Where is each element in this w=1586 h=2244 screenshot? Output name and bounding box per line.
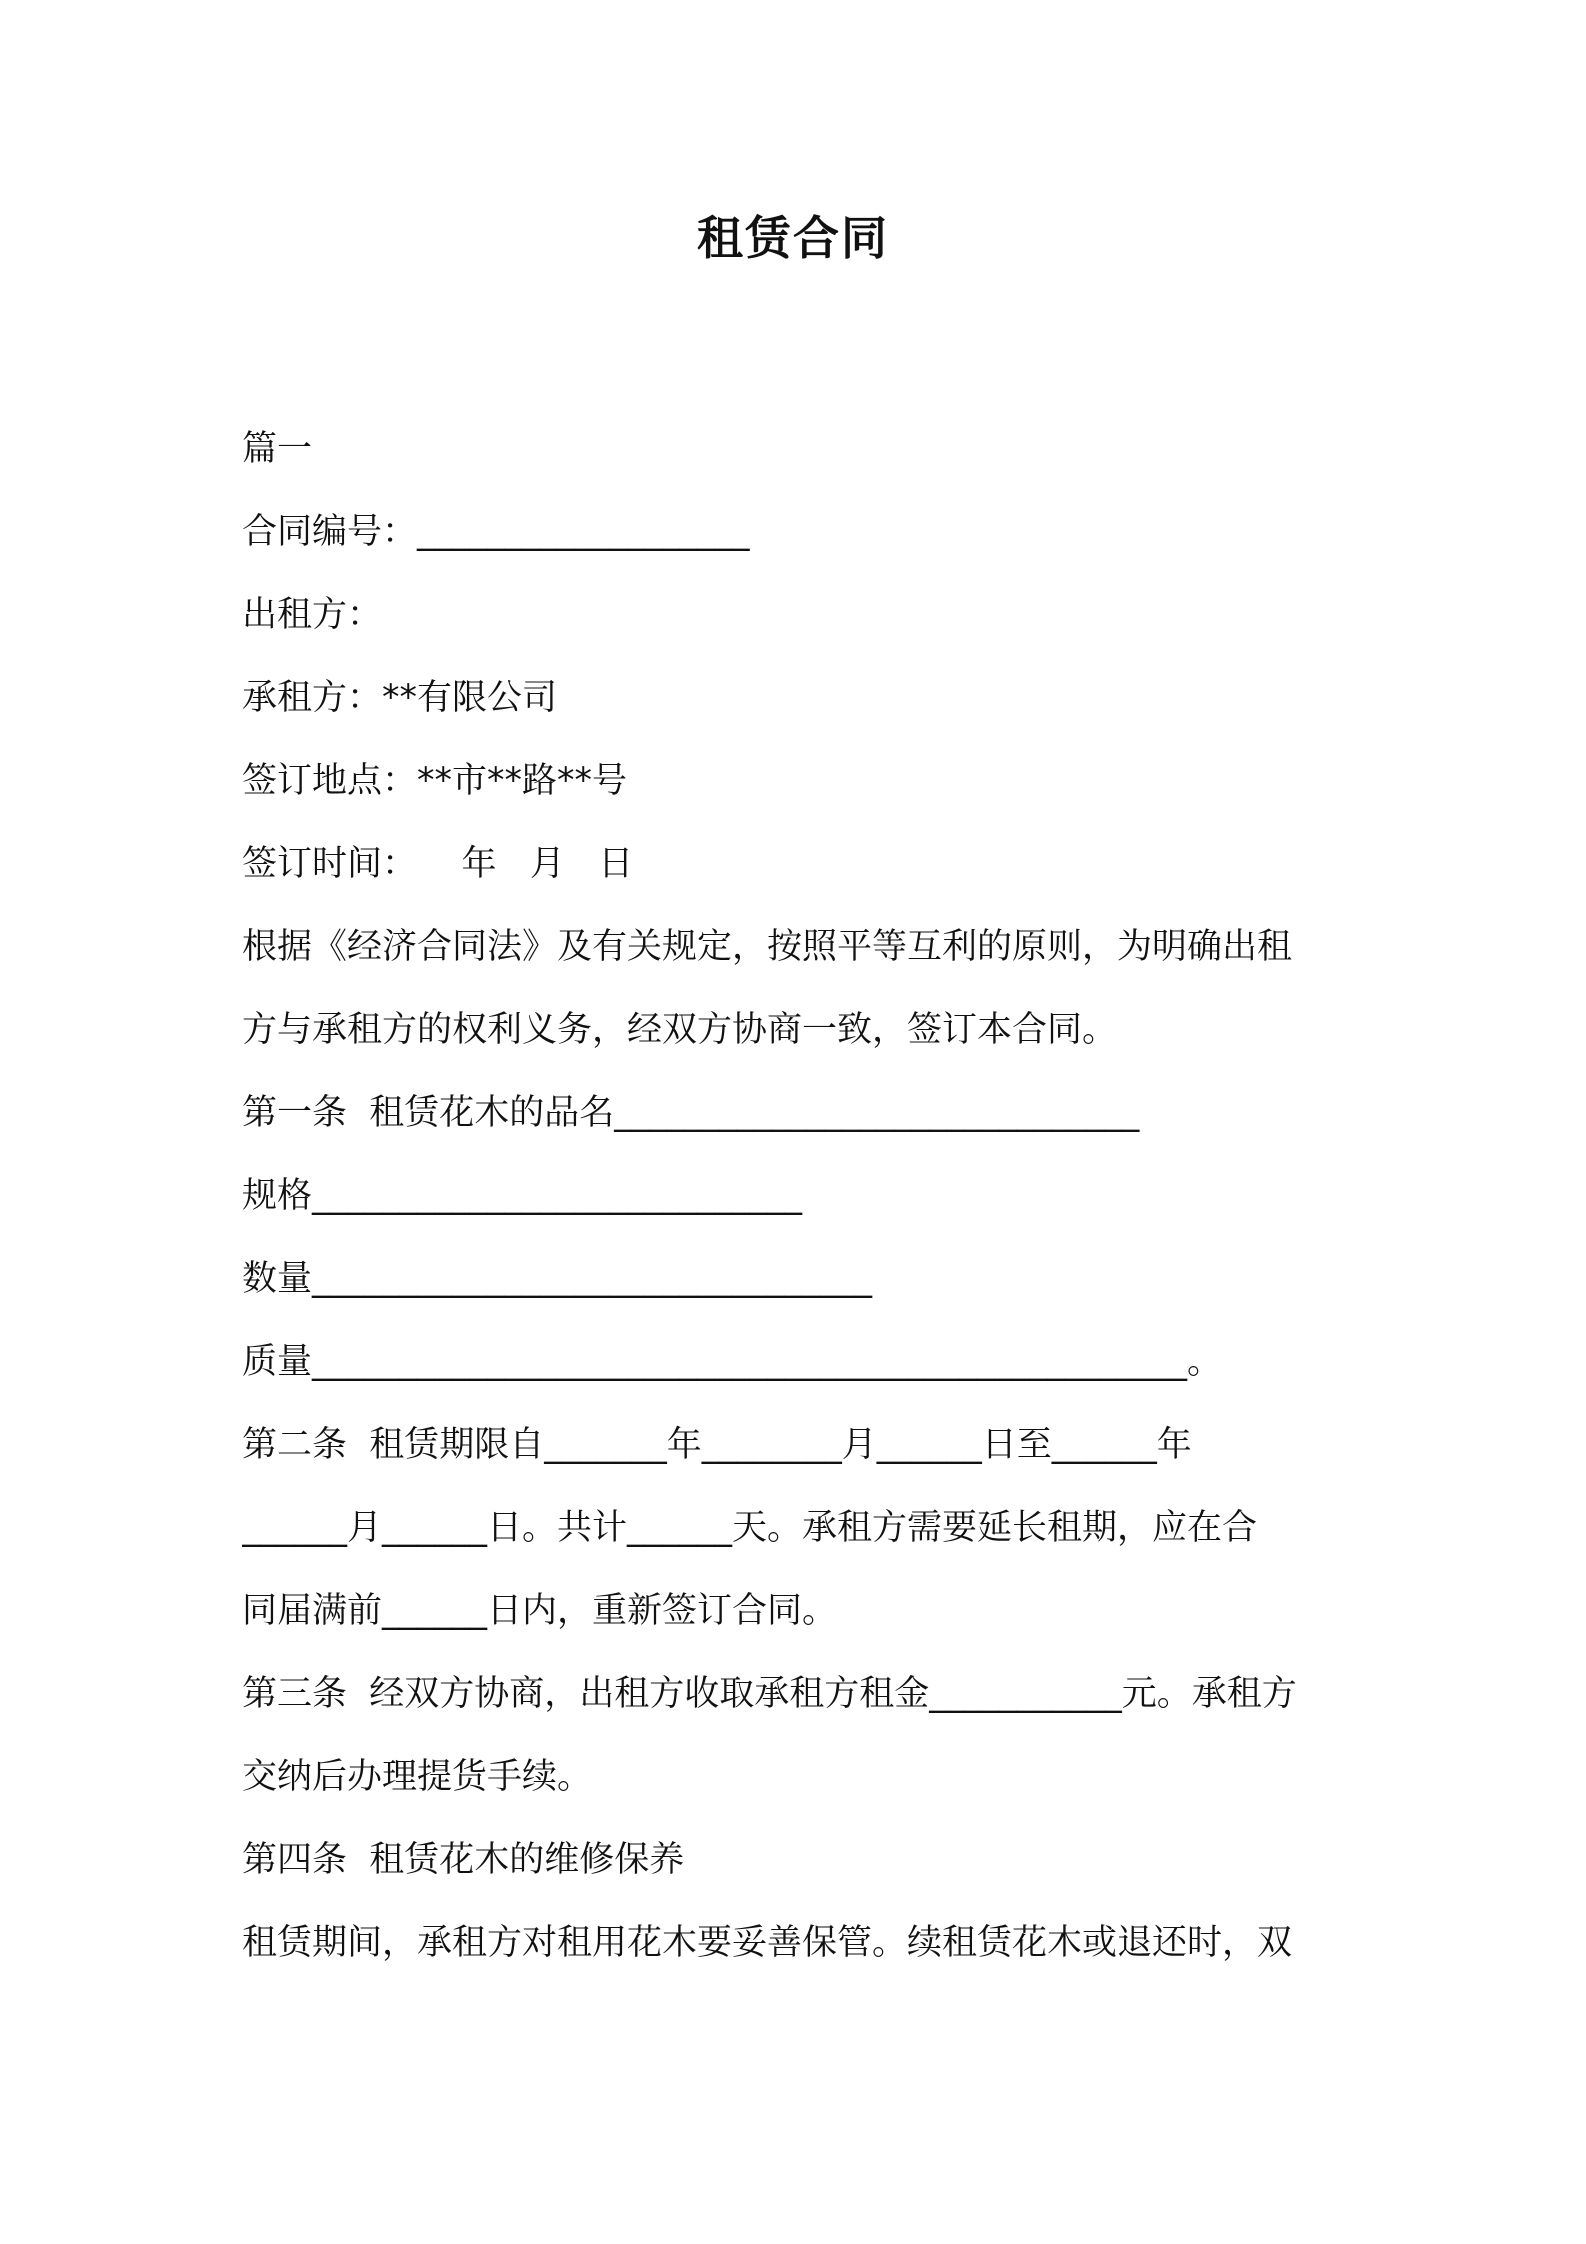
document-title: 租赁合同	[697, 211, 889, 265]
article-1-line: 第一条 租赁花木的品名______________________________	[242, 1093, 1140, 1133]
quantity-line: 数量________________________________	[242, 1259, 873, 1299]
preamble-line-2: 方与承租方的权利义务，经双方协商一致，签订本合同。	[242, 1010, 1118, 1050]
article-3-line-1: 第三条 经双方协商，出租方收取承租方租金___________元。承租方	[242, 1674, 1297, 1714]
contract-number-line: 合同编号：___________________	[242, 512, 750, 552]
article-4-heading: 第四条 租赁花木的维修保养	[242, 1840, 685, 1880]
spec-line: 规格____________________________	[242, 1176, 803, 1216]
quality-line: 质量__________________________________________________。	[242, 1342, 1223, 1382]
lessee-line: 承租方：**有限公司	[242, 678, 558, 718]
article-2-line-3: 同届满前______日内，重新签订合同。	[242, 1591, 838, 1631]
article-2-line-2: ______月______日。共计______天。承租方需要延长租期，应在合	[242, 1508, 1258, 1548]
signing-place-line: 签订地点：**市**路**号	[242, 761, 628, 801]
article-3-line-2: 交纳后办理提货手续。	[242, 1757, 593, 1797]
article-4-line-1: 租赁期间，承租方对租用花木要妥善保管。续租赁花木或退还时，双	[242, 1923, 1293, 1963]
preamble-line-1: 根据《经济合同法》及有关规定，按照平等互利的原则，为明确出租	[242, 927, 1293, 967]
document-body	[242, 408, 1362, 1985]
article-2-line-1: 第二条 租赁期限自_______年________月______日至______年	[242, 1425, 1192, 1465]
lessor-line: 出租方：	[242, 595, 383, 635]
section-label: 篇一	[242, 429, 313, 469]
signing-date-line: 签订时间： 年 月 日	[242, 844, 634, 884]
